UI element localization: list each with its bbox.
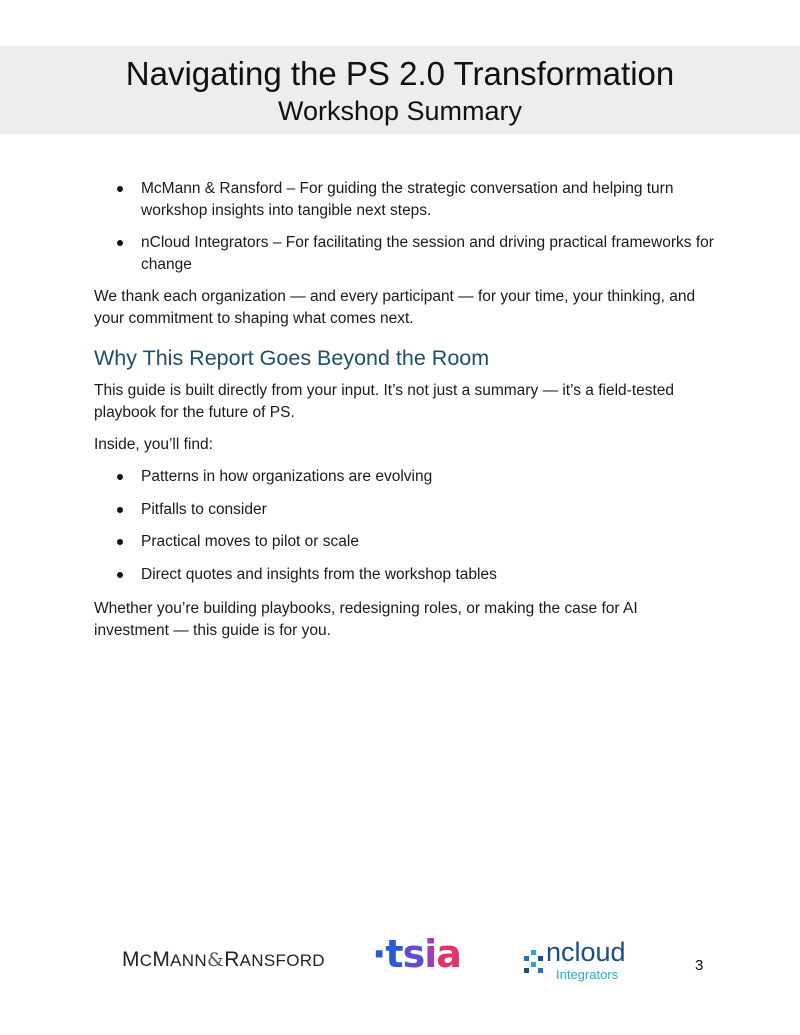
bullet-icon <box>117 474 123 480</box>
footer <box>0 930 800 990</box>
list-item <box>94 466 714 488</box>
findings-list <box>94 466 714 586</box>
list-item <box>94 564 714 586</box>
title-band <box>0 46 800 134</box>
page-number: 3 <box>695 957 704 974</box>
list-item <box>94 531 714 553</box>
list-item-text: Practical moves to pilot or scale <box>141 533 359 550</box>
list-item-text: McMann & Ransford – For guiding the strategic conversation and helping turn workshop insights into tangible next steps. <box>141 180 674 219</box>
list-item-text: Patterns in how organizations are evolving <box>141 468 433 485</box>
bullet-icon <box>117 186 123 192</box>
section-intro: This guide is built directly from your input. It’s not just a summary — it’s a field-tested playbook for the future of PS. <box>94 382 675 421</box>
list-item-text: Pitfalls to consider <box>141 500 267 518</box>
inside-label: Inside, you’ll find: <box>94 436 213 453</box>
closing-paragraph: Whether you’re building playbooks, redesigning roles, or making the case for AI investment — this guide is for you. <box>94 599 638 639</box>
bullet-icon <box>117 240 123 246</box>
page-subtitle: Workshop Summary <box>277 96 523 126</box>
svg-text:Integrators: Integrators <box>556 967 619 982</box>
tsia-logo: ·tsia <box>372 932 461 976</box>
main-content <box>94 178 714 642</box>
list-item <box>94 178 714 222</box>
section-heading: Why This Report Goes Beyond the Room <box>94 346 490 370</box>
thanks-paragraph: We thank each organization — and every participant — for your time, your thinking, and your commitment to shaping what comes next. <box>94 288 696 327</box>
mcmann-ransford-logo: MCMANN&RANSFORD <box>122 948 325 971</box>
bullet-icon <box>117 539 123 545</box>
page-title: Navigating the PS 2.0 Transformation <box>125 55 675 92</box>
bullet-icon <box>117 572 123 578</box>
acknowledgement-list <box>94 178 714 276</box>
list-item-text: nCloud Integrators – For facilitating the session and driving practical frameworks for change <box>141 234 714 273</box>
ncloud-logo <box>522 934 640 984</box>
list-item <box>94 232 714 276</box>
bullet-icon <box>117 507 123 513</box>
list-item <box>94 499 714 521</box>
svg-text:ncloud: ncloud <box>546 937 626 967</box>
list-item-text: Direct quotes and insights from the workshop tables <box>141 565 497 583</box>
